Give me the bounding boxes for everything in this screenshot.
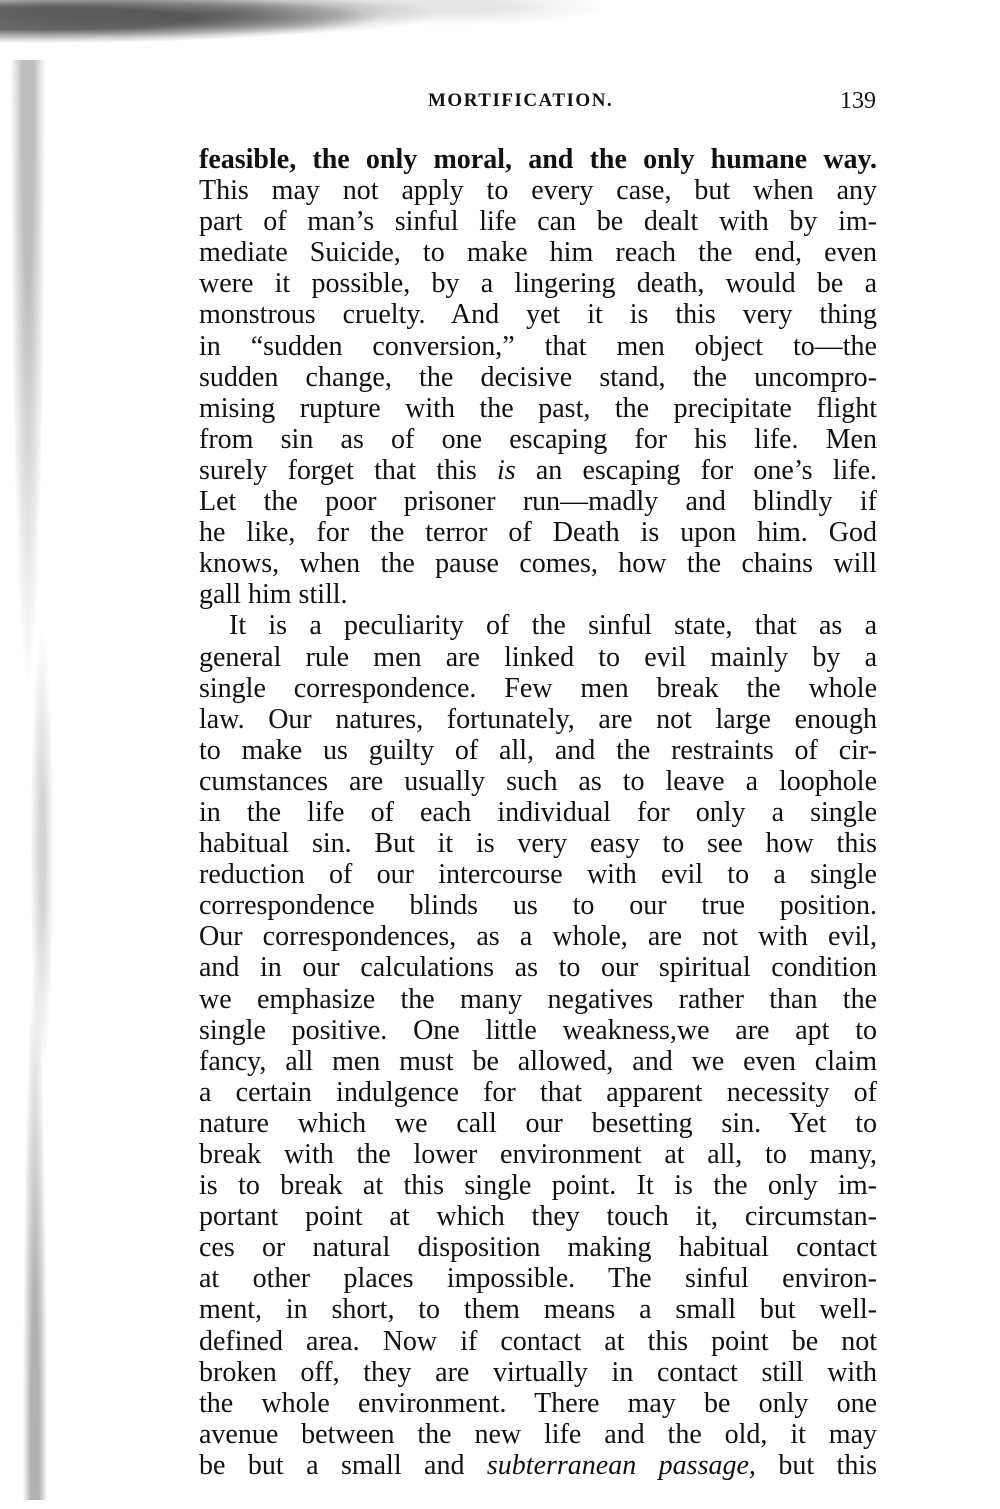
paragraph-2 xyxy=(199,610,877,1481)
text-line: This may not apply to every case, but when any xyxy=(199,175,877,207)
text-line: correspondence blinds us to our true position. xyxy=(199,890,877,922)
text-line-with-italic xyxy=(199,1450,877,1481)
text-fragment: but this xyxy=(778,1449,877,1481)
paragraph-1 xyxy=(199,144,877,610)
text-line: ces or natural disposition making habitual contact xyxy=(199,1232,877,1264)
text-line: mising rupture with the past, the precipitate flight xyxy=(199,392,877,424)
text-line: law. Our natures, fortunately, are not large enough xyxy=(199,703,877,735)
text-line: is to break at this single point. It is the only im- xyxy=(199,1170,877,1202)
text-line: gall him still. xyxy=(199,579,348,611)
text-fragment: be but a small and xyxy=(199,1449,465,1481)
text-line: reduction of our intercourse with evil to a single xyxy=(199,859,877,891)
text-line: to make us guilty of all, and the restraints of cir- xyxy=(199,734,877,766)
text-line: the whole environment. There may be only one xyxy=(199,1387,877,1419)
text-line: part of man’s sinful life can be dealt with by im- xyxy=(199,206,877,238)
scan-shadow-left xyxy=(0,60,70,1500)
text-line: Our correspondences, as a whole, are not with evil, xyxy=(199,921,877,953)
text-line: Let the poor prisoner run—madly and blindly if xyxy=(199,486,877,518)
text-line: ment, in short, to them means a small but well- xyxy=(199,1294,877,1326)
text-line: cumstances are usually such as to leave a loophole xyxy=(199,765,877,797)
text-line: break with the lower environment at all, to many, xyxy=(199,1139,877,1170)
text-line: single correspondence. Few men break the whole xyxy=(199,672,877,704)
page-number: 139 xyxy=(840,88,876,114)
text-line: in the life of each individual for only a single xyxy=(199,796,877,828)
text-line: broken off, they are virtually in contact still with xyxy=(199,1356,877,1388)
text-line: in “sudden conversion,” that men object to—the xyxy=(199,330,877,362)
page-header xyxy=(200,88,876,120)
text-line: feasible, the only moral, and the only humane way. xyxy=(199,144,877,175)
scan-shadow-top xyxy=(0,0,640,62)
text-line: general rule men are linked to evil mainly by a xyxy=(199,641,877,673)
text-line: fancy, all men must be allowed, and we even claim xyxy=(199,1045,877,1077)
text-line: avenue between the new life and the old, it may xyxy=(199,1418,877,1450)
text-line: at other places impossible. The sinful environ- xyxy=(199,1263,877,1295)
text-line: habitual sin. But it is very easy to see how this xyxy=(199,828,877,860)
text-line: he like, for the terror of Death is upon him. God xyxy=(199,517,877,549)
text-line: monstrous cruelty. And yet it is this very thing xyxy=(199,299,877,331)
text-line: single positive. One little weakness,we are apt to xyxy=(199,1014,877,1046)
text-line: were it possible, by a lingering death, would be a xyxy=(199,268,877,300)
text-line: nature which we call our besetting sin. Yet to xyxy=(199,1107,877,1139)
text-fragment: an escaping for one’s life. xyxy=(535,454,878,486)
text-line: knows, when the pause comes, how the chains will xyxy=(199,548,877,580)
text-line: and in our calculations as to our spiritual condition xyxy=(199,952,877,984)
text-fragment: surely forget that this xyxy=(199,454,477,486)
text-line: we emphasize the many negatives rather than the xyxy=(199,983,877,1015)
text-line: defined area. Now if contact at this point be not xyxy=(199,1325,877,1357)
text-line: mediate Suicide, to make him reach the end, even xyxy=(199,237,877,269)
running-head: MORTIFICATION. xyxy=(428,90,614,111)
body-text xyxy=(199,144,877,1481)
text-line: sudden change, the decisive stand, the uncompro- xyxy=(199,361,877,393)
text-line: It is a peculiarity of the sinful state, that as a xyxy=(229,610,877,642)
italic-word: is xyxy=(496,454,516,486)
text-line: from sin as of one escaping for his life. Men xyxy=(199,423,877,455)
text-line: portant point at which they touch it, circumstan- xyxy=(199,1201,877,1233)
text-line: a certain indulgence for that apparent necessity of xyxy=(199,1076,877,1108)
italic-phrase: subterranean passage, xyxy=(486,1449,756,1481)
text-line-with-italic xyxy=(199,455,877,486)
